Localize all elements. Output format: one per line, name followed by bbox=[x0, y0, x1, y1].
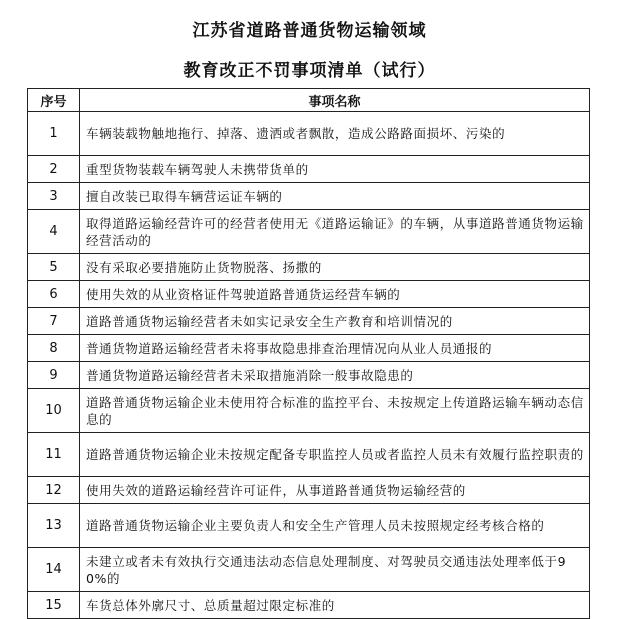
table-row bbox=[28, 504, 590, 548]
row-item: 使用失效的道路运输经营许可证件，从事道路普通货物运输经营的 bbox=[80, 477, 590, 504]
row-item: 未建立或者未有效执行交通违法动态信息处理制度、对驾驶员交通违法处理率低于90%的 bbox=[80, 548, 590, 592]
table-row bbox=[28, 254, 590, 281]
document-title-line-2: 教育改正不罚事项清单（试行） bbox=[183, 61, 436, 81]
row-item: 取得道路运输经营许可的经营者使用无《道路运输证》的车辆，从事道路普通货物运输经营活动的 bbox=[80, 210, 590, 254]
row-item: 道路普通货物运输企业未按规定配备专职监控人员或者监控人员未有效履行监控职责的 bbox=[80, 433, 590, 477]
row-number: 5 bbox=[28, 254, 80, 281]
row-number: 1 bbox=[28, 112, 80, 156]
row-item: 道路普通货物运输经营者未如实记录安全生产教育和培训情况的 bbox=[80, 308, 590, 335]
row-item: 重型货物装载车辆驾驶人未携带货单的 bbox=[80, 156, 590, 183]
header-item-name: 事项名称 bbox=[80, 89, 590, 112]
table-row bbox=[28, 112, 590, 156]
row-item: 车辆装载物触地拖行、掉落、遗洒或者飘散，造成公路路面损坏、污染的 bbox=[80, 112, 590, 156]
row-item: 使用失效的从业资格证件驾驶道路普通货运经营车辆的 bbox=[80, 281, 590, 308]
row-number: 10 bbox=[28, 389, 80, 433]
row-number: 2 bbox=[28, 156, 80, 183]
table-row bbox=[28, 477, 590, 504]
row-number: 11 bbox=[28, 433, 80, 477]
row-number: 15 bbox=[28, 592, 80, 619]
row-item: 道路普通货物运输企业未使用符合标准的监控平台、未按规定上传道路运输车辆动态信息的 bbox=[80, 389, 590, 433]
row-item: 车货总体外廓尺寸、总质量超过限定标准的 bbox=[80, 592, 590, 619]
row-item: 普通货物道路运输经营者未将事故隐患排查治理情况向从业人员通报的 bbox=[80, 335, 590, 362]
table-row bbox=[28, 210, 590, 254]
row-number: 13 bbox=[28, 504, 80, 548]
row-number: 4 bbox=[28, 210, 80, 254]
row-item: 道路普通货物运输企业主要负责人和安全生产管理人员未按照规定经考核合格的 bbox=[80, 504, 590, 548]
table-row bbox=[28, 335, 590, 362]
table-row bbox=[28, 281, 590, 308]
table-row bbox=[28, 548, 590, 592]
row-number: 3 bbox=[28, 183, 80, 210]
row-number: 7 bbox=[28, 308, 80, 335]
table-row bbox=[28, 433, 590, 477]
table-header-row bbox=[28, 89, 590, 112]
row-item: 没有采取必要措施防止货物脱落、扬撒的 bbox=[80, 254, 590, 281]
table-row bbox=[28, 362, 590, 389]
document-title-line-1: 江苏省道路普通货物运输领域 bbox=[192, 21, 427, 41]
table-row bbox=[28, 183, 590, 210]
items-table bbox=[27, 88, 590, 619]
header-number: 序号 bbox=[28, 89, 80, 112]
table-row bbox=[28, 389, 590, 433]
table-row bbox=[28, 156, 590, 183]
row-number: 12 bbox=[28, 477, 80, 504]
row-item: 擅自改装已取得车辆营运证车辆的 bbox=[80, 183, 590, 210]
row-number: 8 bbox=[28, 335, 80, 362]
table-row bbox=[28, 592, 590, 619]
table-row bbox=[28, 308, 590, 335]
row-number: 14 bbox=[28, 548, 80, 592]
row-number: 6 bbox=[28, 281, 80, 308]
row-number: 9 bbox=[28, 362, 80, 389]
row-item: 普通货物道路运输经营者未采取措施消除一般事故隐患的 bbox=[80, 362, 590, 389]
